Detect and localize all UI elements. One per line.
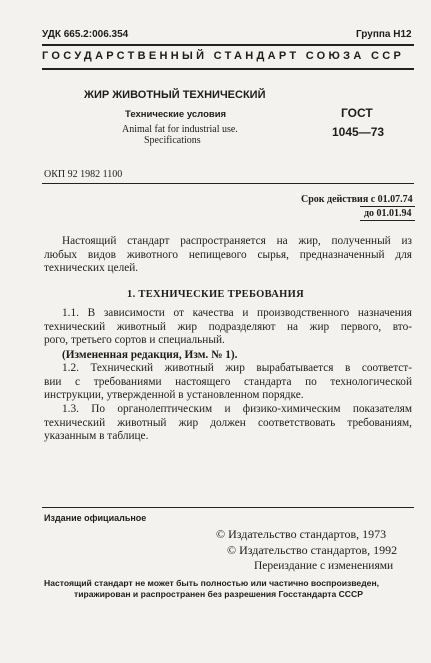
group-code: Группа Н12 [356, 29, 412, 40]
document-title: ЖИР ЖИВОТНЫЙ ТЕХНИЧЕСКИЙ [84, 89, 266, 101]
clause-1-2 [44, 362, 412, 403]
section-heading: 1. ТЕХНИЧЕСКИЕ ТРЕБОВАНИЯ [127, 289, 304, 300]
footer-rule [42, 507, 414, 508]
validity-end: до 01.01.94 [364, 208, 412, 219]
clause-line: 1.1. В зависимости от качества и производственного назначения [62, 307, 412, 319]
clause-1-3 [44, 403, 412, 444]
clause-line: технический животный жир должен соответствовать требованиям, [44, 416, 412, 429]
clause-line: вии с требованиями настоящего стандарта по технологической [44, 375, 412, 388]
state-standard-heading: ГОСУДАРСТВЕННЫЙ СТАНДАРТ СОЮЗА ССР [42, 50, 405, 62]
official-edition: Издание официальное [44, 513, 147, 523]
gost-label: ГОСТ [341, 106, 373, 120]
header-bottom-rule [42, 68, 414, 70]
copyright-notice-line1: Настоящий стандарт не может быть полностью или частично воспроизведен, [44, 578, 380, 588]
validity-rule [360, 206, 415, 207]
clause-line: 1.2. Технический животный жир вырабатывается в соответст- [62, 362, 412, 374]
intro-line: любых видов животного непищевого сырья, предназначенный для [44, 248, 412, 261]
udk-code: УДК 665.2:006.354 [42, 29, 129, 40]
reprint-note: Переиздание с изменениями [254, 560, 394, 572]
english-title-line2: Specifications [144, 135, 201, 146]
clause-line: 1.3. По органолептическим и физико-химическим показателям [62, 403, 412, 415]
intro-line: Настоящий стандарт распространяется на жир, полученный из [62, 235, 412, 247]
validity-start: Срок действия с 01.07.74 [301, 194, 413, 205]
clause-line: технический животный жир подразделяют на жир первого, вто- [44, 320, 412, 333]
validity-bottom-rule [360, 220, 415, 221]
copyright-notice-line2: тиражирован и распространен без разрешения Госстандарта СССР [74, 589, 363, 599]
clause-1-1 [44, 307, 412, 348]
clause-line: рого, третьего сортов и специальный. [44, 334, 225, 347]
intro-paragraph [44, 235, 412, 276]
clause-line: инструкции, утвержденной в установленном порядке. [44, 389, 304, 402]
clause-line: указанным в таблице. [44, 430, 149, 443]
intro-line: технических целей. [44, 262, 139, 275]
document-subtitle: Технические условия [125, 109, 227, 120]
gost-number: 1045—73 [332, 125, 385, 139]
okp-code: ОКП 92 1982 1100 [44, 169, 123, 180]
revision-note: (Измененная редакция, Изм. № 1). [62, 349, 238, 361]
okp-rule [42, 183, 414, 184]
header-top-rule [42, 44, 414, 46]
copyright-1973: © Издательство стандартов, 1973 [216, 527, 387, 541]
copyright-1992: © Издательство стандартов, 1992 [227, 543, 398, 557]
english-title-line1: Animal fat for industrial use. [122, 124, 238, 135]
